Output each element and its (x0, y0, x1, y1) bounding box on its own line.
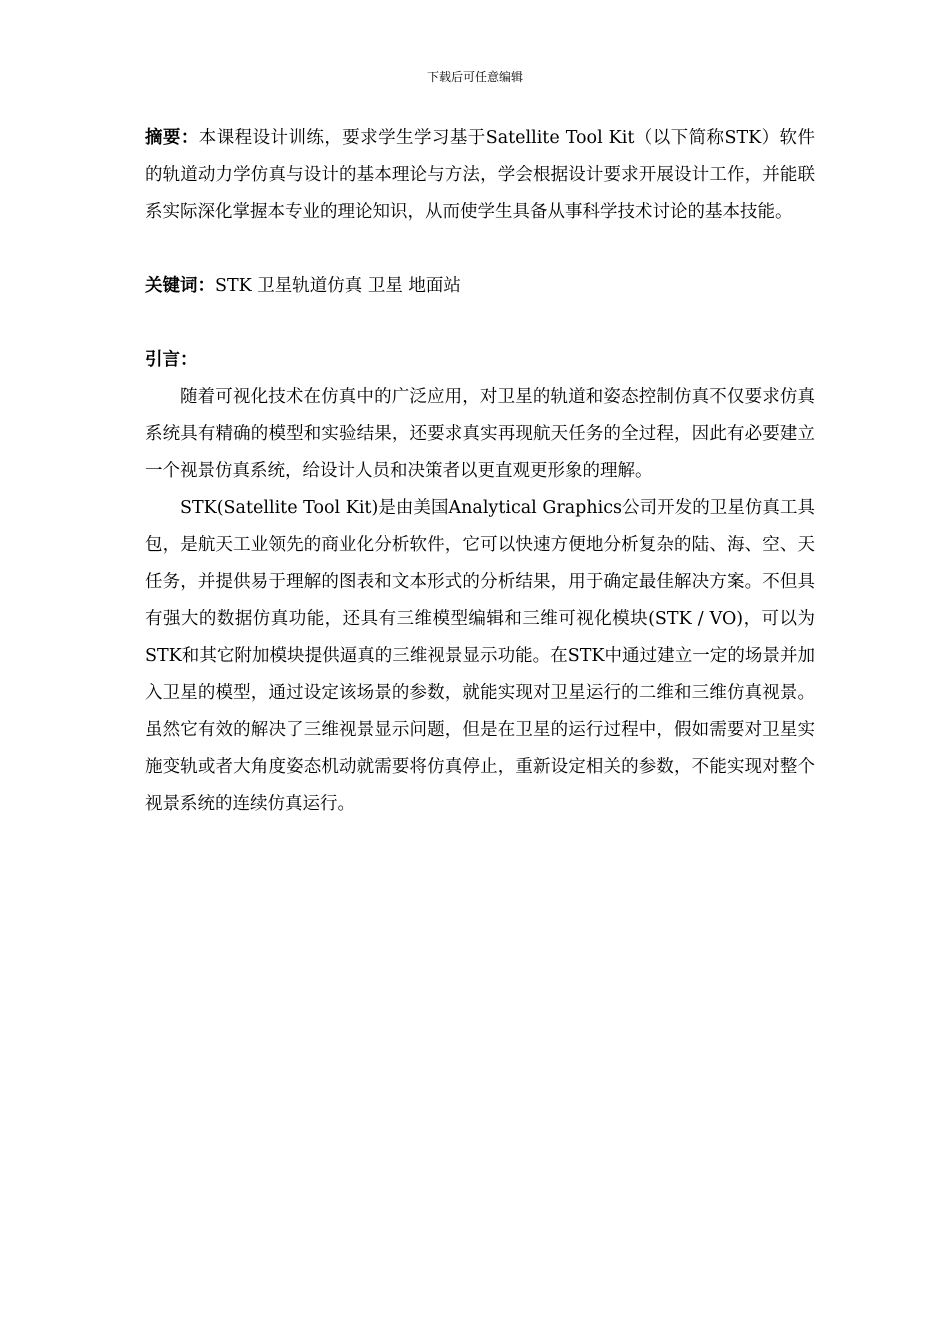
abstract-text: 本课程设计训练，要求学生学习基于Satellite Tool Kit（以下简称STK）软件的轨道动力学仿真与设计的基本理论与方法，学会根据设计要求开展设计工作，并能联系实际深化掌握本专业的理论知识，从而使学生具备从事科学技术讨论的基本技能。 (145, 128, 815, 222)
spacer (145, 305, 815, 342)
introduction-label: 引言： (145, 350, 198, 370)
keywords-label: 关键词： (145, 276, 215, 296)
introduction-paragraph-1: 随着可视化技术在仿真中的广泛应用，对卫星的轨道和姿态控制仿真不仅要求仿真系统具有精确的模型和实验结果，还要求真实再现航天任务的全过程，因此有必要建立一个视景仿真系统，给设计人员和决策者以更直观更形象的理解。 (145, 387, 815, 481)
introduction-heading (145, 342, 815, 379)
page-header: 下载后可任意编辑 (426, 70, 523, 84)
abstract-label: 摘要： (145, 128, 199, 148)
abstract-paragraph (145, 120, 815, 231)
introduction-paragraph-2: STK(Satellite Tool Kit)是由美国Analytical Graphics公司开发的卫星仿真工具包，是航天工业领先的商业化分析软件，它可以快速方便地分析复杂的陆、海、空、天任务，并提供易于理解的图表和文本形式的分析结果，用于确定最佳解决方案。不但具有强大的数据仿真功能，还具有三维模型编辑和三维可视化模块(STK / VO)，可以为STK和其它附加模块提供逼真的三维视景显示功能。在STK中通过建立一定的场景并加入卫星的模型，通过设定该场景的参数，就能实现对卫星运行的二维和三维仿真视景。虽然它有效的解决了三维视景显示问题，但是在卫星的运行过程中，假如需要对卫星实施变轨或者大角度姿态机动就需要将仿真停止，重新设定相关的参数，不能实现对整个视景系统的连续仿真运行。 (145, 498, 815, 814)
keywords-text: STK 卫星轨道仿真 卫星 地面站 (215, 276, 461, 296)
spacer (145, 231, 815, 268)
document-body (145, 120, 815, 823)
keywords-paragraph (145, 268, 815, 305)
